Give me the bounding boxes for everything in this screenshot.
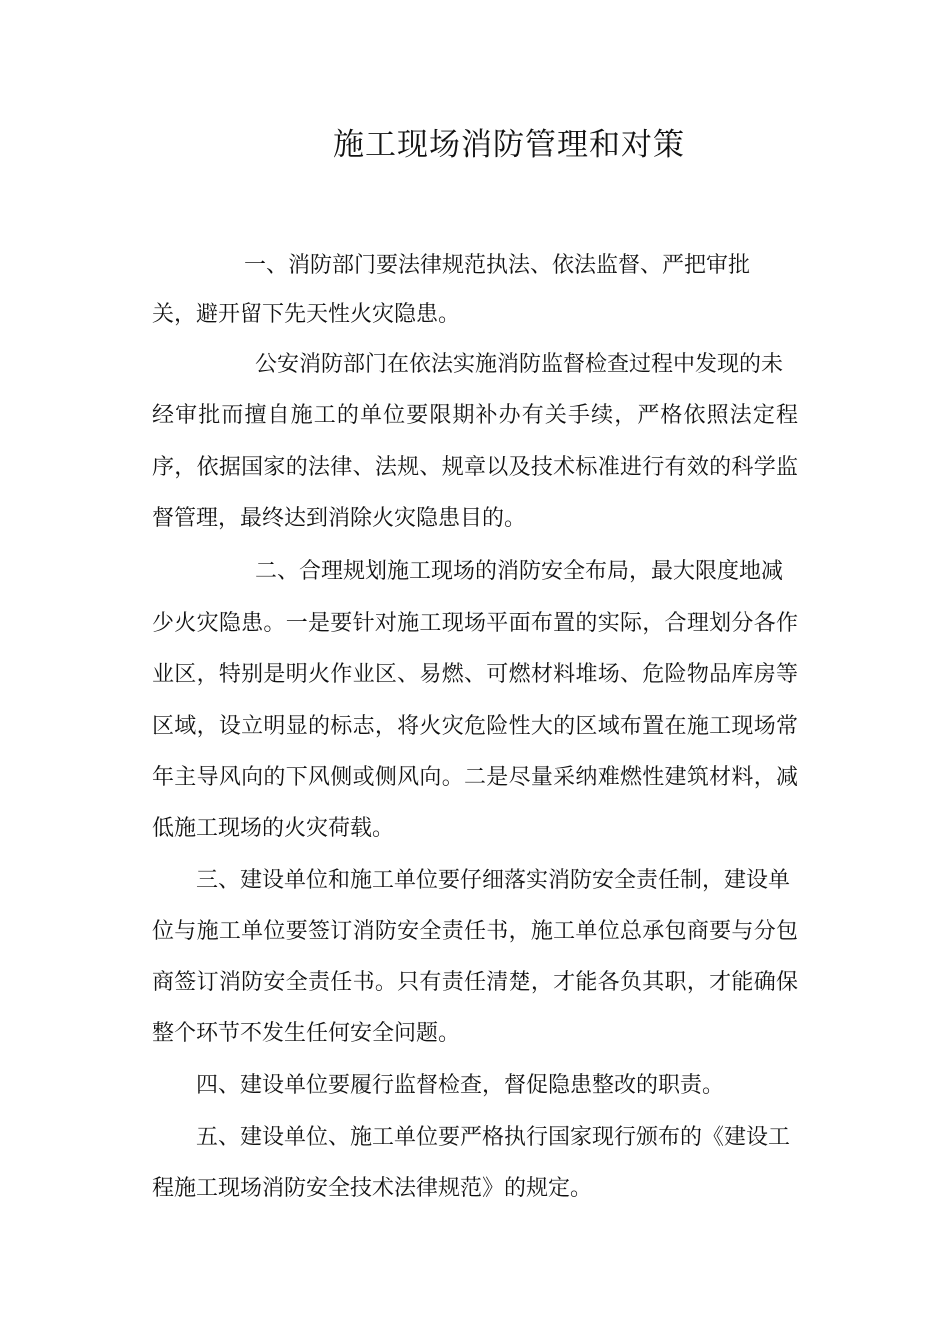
paragraph-line: 低施工现场的火灾荷载。: [152, 816, 395, 841]
paragraph-line: 四、建设单位要履行监督检查，督促隐患整改的职责。: [196, 1073, 725, 1098]
document-title: 施工现场消防管理和对策: [333, 127, 685, 163]
paragraph-line: 年主导风向的下风侧或侧风向。二是尽量采纳难燃性建筑材料，减: [152, 765, 798, 790]
paragraph-line: 二、合理规划施工现场的消防安全布局，最大限度地减: [255, 559, 784, 584]
paragraph-line: 整个环节不发生任何安全问题。: [152, 1021, 461, 1046]
paragraph-line: 少火灾隐患。一是要针对施工现场平面布置的实际，合理划分各作: [152, 611, 798, 636]
paragraph-line: 公安消防部门在依法实施消防监督检查过程中发现的未: [255, 352, 784, 377]
paragraph-line: 位与施工单位要签订消防安全责任书，施工单位总承包商要与分包: [152, 919, 798, 944]
paragraph-line: 商签订消防安全责任书。只有责任清楚，才能各负其职，才能确保: [152, 970, 798, 995]
paragraph-line: 关，避开留下先天性火灾隐患。: [152, 302, 461, 327]
paragraph-line: 业区，特别是明火作业区、易燃、可燃材料堆场、危险物品库房等: [152, 662, 798, 687]
paragraph-line: 区域，设立明显的标志，将火灾危险性大的区域布置在施工现场常: [152, 714, 798, 739]
paragraph-line: 序，依据国家的法律、法规、规章以及技术标准进行有效的科学监: [152, 455, 798, 480]
paragraph-line: 五、建设单位、施工单位要严格执行国家现行颁布的《建设工: [196, 1125, 791, 1150]
paragraph-line: 三、建设单位和施工单位要仔细落实消防安全责任制，建设单: [196, 868, 791, 893]
paragraph-line: 一、消防部门要法律规范执法、依法监督、严把审批: [244, 253, 751, 278]
paragraph-line: 经审批而擅自施工的单位要限期补办有关手续，严格依照法定程: [152, 403, 798, 428]
paragraph-line: 督管理，最终达到消除火灾隐患目的。: [152, 506, 527, 531]
paragraph-line: 程施工现场消防安全技术法律规范》的规定。: [152, 1176, 593, 1201]
